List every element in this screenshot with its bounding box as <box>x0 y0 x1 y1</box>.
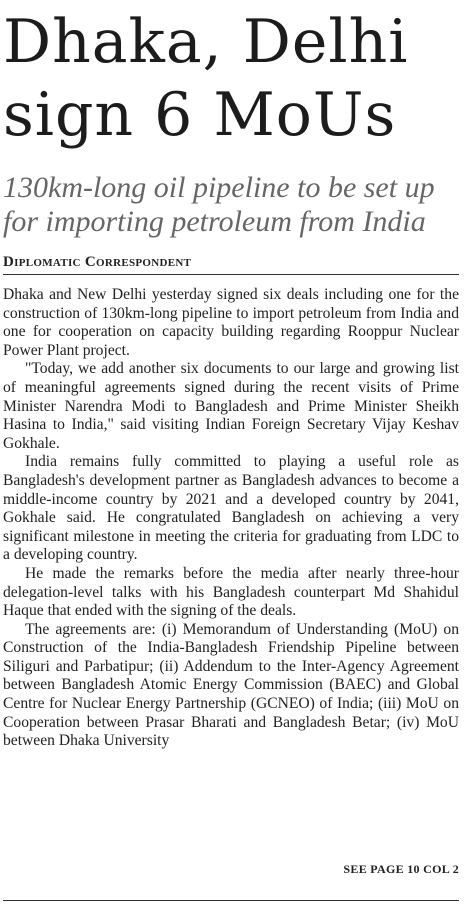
headline <box>3 6 459 152</box>
news-article <box>3 0 459 907</box>
bottom-divider <box>3 900 459 901</box>
byline: Diplomatic Correspondent <box>3 254 192 270</box>
headline-line-2: sign 6 MoUs <box>3 80 397 150</box>
subheadline <box>3 171 459 239</box>
article-paragraph: India remains fully committed to playing a useful role as Bangladesh's development partner as Bangladesh advances to become a middle-income country by 2021 and a developed country by 2041, Gokhale said. He congratulated Bangladesh on achieving a very significant milestone in meeting the criteria for graduating from LDC to a developing country. <box>3 453 459 564</box>
headline-line-1: Dhaka, Delhi <box>3 7 409 77</box>
article-paragraph: The agreements are: (i) Memorandum of Understanding (MoU) on Construction of the India-Bangladesh Friendship Pipeline between Siliguri and Parbatipur; (ii) Addendum to the Inter-Agency Agreement between Bangladesh Atomic Energy Commission (BAEC) and Global Centre for Nuclear Energy Partnership (GCNEO) of India; (iii) MoU on Cooperation between Prasar Bharati and Bangladesh Betar; (iv) MoU between Dhaka University <box>3 620 459 750</box>
subheadline-line-1: 130km-long oil pipeline to be set up <box>3 171 435 204</box>
article-paragraph: Dhaka and New Delhi yesterday signed six deals including one for the construction of 130km-long pipeline to import petroleum from India and one for cooperation on capacity building regarding Rooppur Nuclear Power Plant project. <box>3 286 459 359</box>
byline-divider <box>3 274 459 275</box>
continued-on-page-link[interactable]: SEE PAGE 10 COL 2 <box>343 862 459 876</box>
article-paragraph: "Today, we add another six documents to our large and growing list of meaningful agreements signed during the recent visits of Prime Minister Narendra Modi to Bangladesh and Prime Minister Sheikh Hasina to India," said visiting Indian Foreign Secretary Vijay Keshav Gokhale. <box>3 360 459 452</box>
subheadline-line-2: for importing petroleum from India <box>3 205 426 238</box>
article-body <box>3 286 459 751</box>
article-paragraph: He made the remarks before the media after nearly three-hour delegation-level talks with his Bangladesh counterpart Md Shahidul Haque that ended with the signing of the deals. <box>3 564 459 620</box>
